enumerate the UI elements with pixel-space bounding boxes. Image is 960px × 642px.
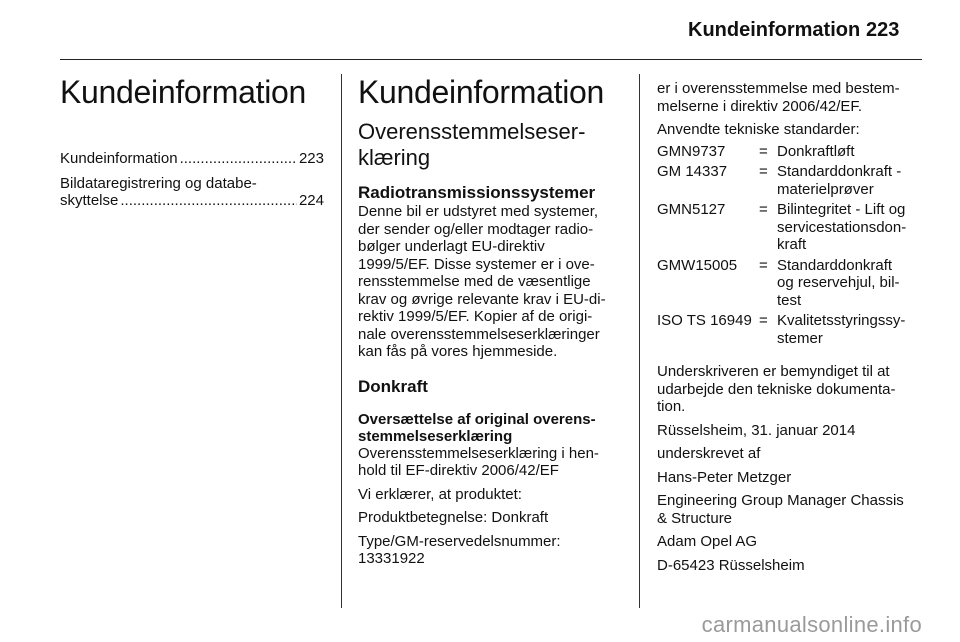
toc-entry-page: 224 [298,192,324,209]
standards-label: Anvendte tekniske standarder: [657,121,860,138]
toc-entry[interactable] [60,175,324,210]
content-column-1 [358,74,622,568]
toc-entry-page: 223 [298,150,324,167]
place-date: Rüsselsheim, 31. januar 2014 [657,421,856,439]
translation-heading: Oversættelse af original overens- stemmelseserklæring [358,410,596,445]
signatory-role: Engineering Group Manager Chassis & Structure [657,492,904,527]
declaration-text: Vi erklærer, at produktet: [358,485,522,503]
standards-row [657,312,923,347]
subsection-heading: Donkraft [358,376,428,396]
header-rule [60,59,922,60]
equals-sign: = [759,312,768,329]
authorization-paragraph: Underskriveren er bemyndiget til at udarbejde den tekniske dokumenta- tion. [657,363,896,415]
standard-description: Kvalitetsstyringssy- stemer [777,312,906,347]
toc-entry-label-line1: Bildataregistrering og databe- [60,174,257,192]
standard-code: GMN9737 [657,142,726,160]
company-address: D-65423 Rüsselsheim [657,556,805,574]
standards-row [657,257,923,310]
standard-description: Donkraftløft [777,142,855,160]
toc-entry-label: Kundeinformation [60,150,178,167]
type-text: Type/GM-reservedelsnummer: 13331922 [358,532,561,567]
section-heading: Overensstemmelseser- klæring [358,119,586,170]
subsection-heading: Radiotransmissionssystemer [358,183,596,202]
toc-entry-label: skyttelse [60,192,119,209]
signatory-name: Hans-Peter Metzger [657,468,792,486]
toc-entry[interactable] [60,150,324,168]
intro-paragraph: er i overensstemmelse med bestem- melserne i direktiv 2006/42/EF. [657,80,900,115]
standard-code: GM 14337 [657,163,728,180]
standards-row [657,163,923,198]
signed-by: underskrevet af [657,445,761,462]
chapter-title: Kundeinformation [358,74,605,110]
standard-description: Standarddonkraft - materielprøver [777,163,902,198]
watermark-text: carmanualsonline.info [701,612,922,637]
standards-row [657,201,923,254]
equals-sign: = [759,256,768,274]
column-divider [341,74,342,608]
standard-code: ISO TS 16949 [657,312,752,329]
translation-paragraph: Overensstemmelseserklæring i hen- hold til EF-direktiv 2006/42/EF [358,444,599,479]
standard-code: GMN5127 [657,201,726,218]
equals-sign: = [759,201,768,218]
company-name: Adam Opel AG [657,533,758,550]
standards-row [657,143,923,161]
toc-title: Kundeinformation [60,74,307,110]
toc-column [60,74,324,217]
product-text: Produktbetegnelse: Donkraft [358,509,549,526]
watermark [0,612,960,638]
header-page-number: 223 [866,19,900,41]
standards-table [657,143,923,348]
standard-description: Standarddonkraft og reservehjul, bil- test [777,256,900,309]
radio-paragraph: Denne bil er udstyret med systemer, der sender og/eller modtager radio- bølger underlagt EU-direktiv 1999/5/EF. Disse systemer er i ove- rensstemmelse med de væsentlige krav og øvrige relevante krav i EU-di- rektiv 1999/5/EF. Kopier af de origi- nale overensstemmelseserklæringer kan fås på vores hjemmeside. [358,203,606,360]
column-divider [639,74,640,608]
page-header [60,0,922,62]
standard-description: Bilintegritet - Lift og servicestationsdon- kraft [777,201,907,253]
equals-sign: = [759,163,768,180]
equals-sign: = [759,142,768,160]
header-title: Kundeinformation [688,19,861,41]
toc-dot-leader [120,192,297,210]
toc-dot-leader [180,150,297,168]
standard-code: GMW15005 [657,256,738,274]
content-column-2 [657,80,923,574]
